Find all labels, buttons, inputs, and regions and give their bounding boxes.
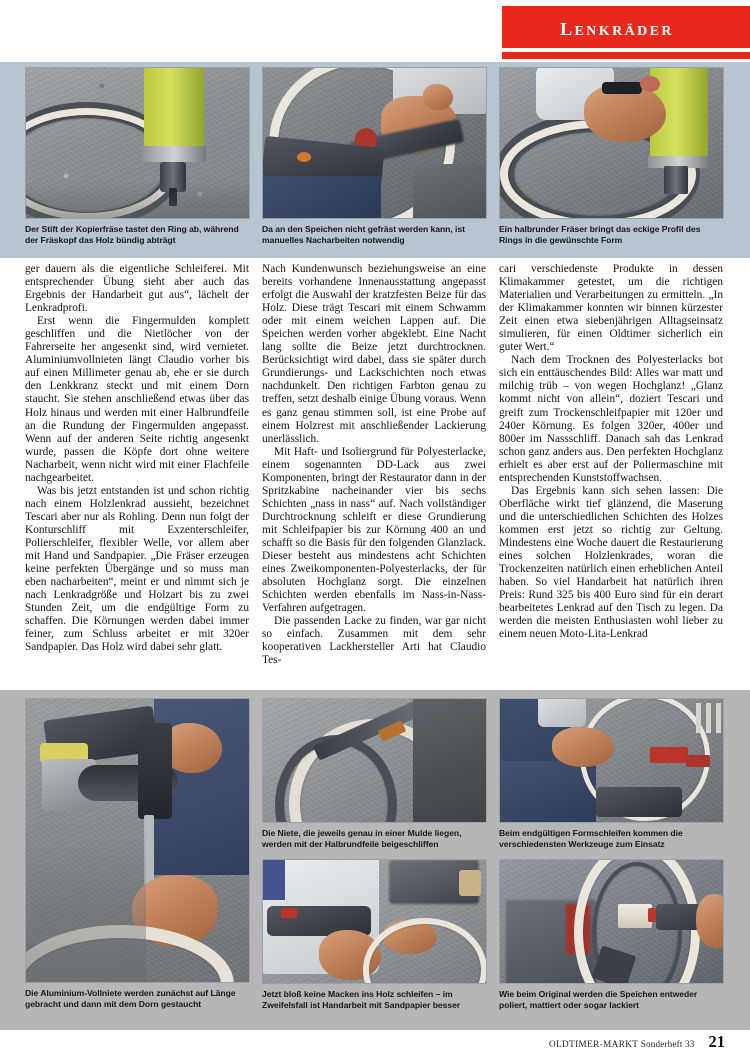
paragraph: Was bis jetzt entstanden ist und schon richtig nach einem Holzlenkrad aussieht, bezeichnet Tescari aber nur als Rohling. Denn nun folgt der Konturschliff mit Exzenterschleifer, Polierschleifer, flexibler Welle, vor allem aber mit Hand und Sandpapier. „Die Fräser erzeugen keine perfekten Übergänge und so muss man eben nacharbeiten“, meint er und nimmt sich je nach Lenkradgröße und Holzart bis zu zwei Stunden Zeit, um die endgültige Form zu schaffen. Die Körnungen werden dabei immer feiner, zum Schluss arbeitet er mit 320er Sandpapier. Das Holz wird dabei sehr glatt. <box>25 484 249 654</box>
footer-issue: Sonderheft 33 <box>640 1039 695 1049</box>
paragraph: Nach Kundenwunsch beziehungsweise an eine bereits vorhandene Innenausstattung angepasst erfolgt die Auswahl der kratzfesten Beize für das Holz. Diese trägt Tescari mit einem Schwamm oder mit einem weichen Lappen auf. Die Speichen werden vorher abgeklebt. Eine Nacht lang sollte die Beize jetzt durchtrocknen. Berücksichtigt wird dabei, dass sie später durch Grundierungs- und Lackschichten noch etwas nachdunkelt. Den richtigen Farbton genau zu treffen, setzt deshalb einige Übung voraus. Wenn es ganz genau stimmen soll, ist eine Probe auf einem Holzrest mit anschließender Lackierung unerlässlich. <box>262 263 486 445</box>
photo-sanding-care <box>262 859 487 984</box>
caption-photo-3: Ein halbrunder Fräser bringt das eckige Profil des Rings in die gewünschte Form <box>499 224 701 246</box>
section-title: lenkräder <box>560 12 674 41</box>
footer-publication-name: OLDTIMER-MARKT <box>548 1039 639 1049</box>
bottom-photo-item-2 <box>262 698 487 851</box>
caption-photo-8: Wie beim Original werden die Speichen entweder poliert, mattiert oder sogar lackiert <box>499 988 698 1011</box>
bottom-photo-item-4 <box>262 859 487 1012</box>
photo-manual-rework <box>262 67 487 219</box>
photo-final-shaping <box>499 698 724 823</box>
top-photo-band <box>0 62 750 258</box>
bottom-photo-grid <box>262 698 725 1024</box>
paragraph: Mit Haft- und Isoliergrund für Polyesterlacke, einem sogenannten DD-Lack aus zwei Komponenten, bringt der Restaurator dann in der Spritzkabine nacheinander vier bis sechs Schichten „nass in nass“ auf. Nach vollständiger Durchtrocknung schleift er diese Grundierung mit Schleifpapier bis zur Körnung 400 an und schafft so die Basis für den folgenden Glanzlack. Dieser besteht aus mindestens acht Schichten eines Zweikomponenten-Polyesterlacks, der für absoluten Hochglanz sorgt. Die einzelnen Schichten werden ebenfalls im Nass-in-Nass-Verfahren aufgetragen. <box>262 445 486 615</box>
top-photo-item-2 <box>262 67 487 253</box>
paragraph: Das Ergebnis kann sich sehen lassen: Die Oberfläche wirkt tief glänzend, die Maserung und die unterschiedlichen Schichten des Holzes kommen erst jetzt so richtig zur Geltung. Mindestens eine Woche dauert die Restaurierung eines solchen Holzlenkrades, woran die Trockenzeiten natürlich einen erheblichen Anteil haben. So viel Handarbeit hat natürlich ihren Preis: Rund 325 bis 400 Euro sind für ein derart bearbeitetes Lenkrad auf den Tisch zu legen. Da werden die meisten Enthusiasten wohl lieber zu einem neuen Moto-Lita-Lenkrad <box>499 484 723 641</box>
photo-rivet-upsetting <box>25 698 250 983</box>
header-accent-bar <box>502 52 750 59</box>
top-photo-item-1 <box>25 67 250 253</box>
bottom-photo-item-5 <box>499 859 724 1012</box>
article-body <box>0 258 750 690</box>
footer-publication <box>549 1039 695 1049</box>
caption-photo-7: Jetzt bloß keine Macken ins Holz schleifen – im Zweifelsfall ist Handarbeit mit Sandpapier besser <box>262 988 461 1011</box>
caption-photo-2: Da an den Speichen nicht gefräst werden kann, ist manuelles Nacharbeiten notwendig <box>262 224 465 246</box>
paragraph: Erst wenn die Fingermulden komplett geschliffen und die Nietlöcher von der Fahrerseite her angesenkt sind, wird vernietet. Aluminiumvollnieten längt Claudio vorher bis auf einen Millimeter genau ab, ehe er sie durch den Lenkkranz steckt und mit einem Dorn staucht. Sie stehen anschließend etwas über das Holz hinaus und werden mit einer Halbrundfeile an die Rundung der Fingermulden angepasst. Wenn auf der anderen Seite richtig angesenkt wurde, passen die Köpfe dort ohne weitere Nacharbeit, wenn nicht wird mit einer Flachfeile nachgearbeitet. <box>25 315 249 484</box>
caption-photo-5: Die Niete, die jeweils genau in einer Mulde liegen, werden mit der Halbrundfeile beigeschliffen <box>262 828 462 850</box>
bottom-photo-row-2 <box>262 859 725 1012</box>
top-photo-item-3 <box>499 67 724 253</box>
paragraph: ger dauern als die eigentliche Schleiferei. Mit entsprechender Übung sieht aber auch das Ergebnis der Handarbeit gut aus“, lächelt der Lenkradprofi. <box>25 263 249 315</box>
paragraph: Nach dem Trocknen des Polyesterlacks bot sich ein enttäuschendes Bild: Alles war matt und milchig trüb – von wegen Hochglanz! „Glanz kommt nicht von allein“, doziert Tescari und greift zum Trockenschleifpapier mit 120er und 240er Körnung. Es folgen 320er, 400er und 800er im Nassschliff. Danach sah das Lenkrad schon ganz anders aus. Den perfekten Hochglanz erhielt es aber erst auf der Poliermaschine mit entsprechenden Kunststoffwachsen. <box>499 354 723 484</box>
bottom-photo-item-3 <box>499 698 724 851</box>
paragraph: Die passenden Lacke zu finden, war gar nicht so einfach. Zusammen mit dem sehr kooperativen Lackhersteller Arti hat Claudio Tes- <box>262 615 486 667</box>
text-column-2 <box>262 263 486 667</box>
photo-rivet-filing <box>262 698 487 823</box>
text-column-1 <box>25 263 249 667</box>
caption-photo-1: Der Stift der Kopierfräse tastet den Ring ab, während der Fräskopf das Holz bündig abträgt <box>25 224 239 246</box>
text-column-3 <box>499 263 723 667</box>
bottom-photo-band <box>0 690 750 1030</box>
photo-halfround-cutter <box>499 67 724 219</box>
photo-copy-milling <box>25 67 250 219</box>
bottom-photo-row-1 <box>262 698 725 851</box>
caption-photo-4: Die Aluminium-Vollniete werden zunächst auf Länge gebracht und dann mit dem Dorn gestaucht <box>25 988 236 1010</box>
page-header <box>0 0 750 62</box>
page-number: 21 <box>708 1032 725 1051</box>
photo-spokes-finish <box>499 859 724 984</box>
paragraph: cari verschiedenste Produkte in dessen Klimakammer getestet, um die richtigen Materialien und Verarbeitungen zu ermitteln. „In der Klimakammer konnten wir binnen kürzester Zeit einen etwa siebenjährigen Alltagseinsatz simulieren, für einen Oldtimer sicherlich ein guter Wert.“ <box>499 263 723 354</box>
section-banner <box>502 6 750 48</box>
bottom-photo-item-1 <box>25 698 250 1024</box>
page-footer <box>0 1030 750 1054</box>
caption-photo-6: Beim endgültigen Formschleifen kommen die verschiedensten Werkzeuge zum Einsatz <box>499 828 683 850</box>
